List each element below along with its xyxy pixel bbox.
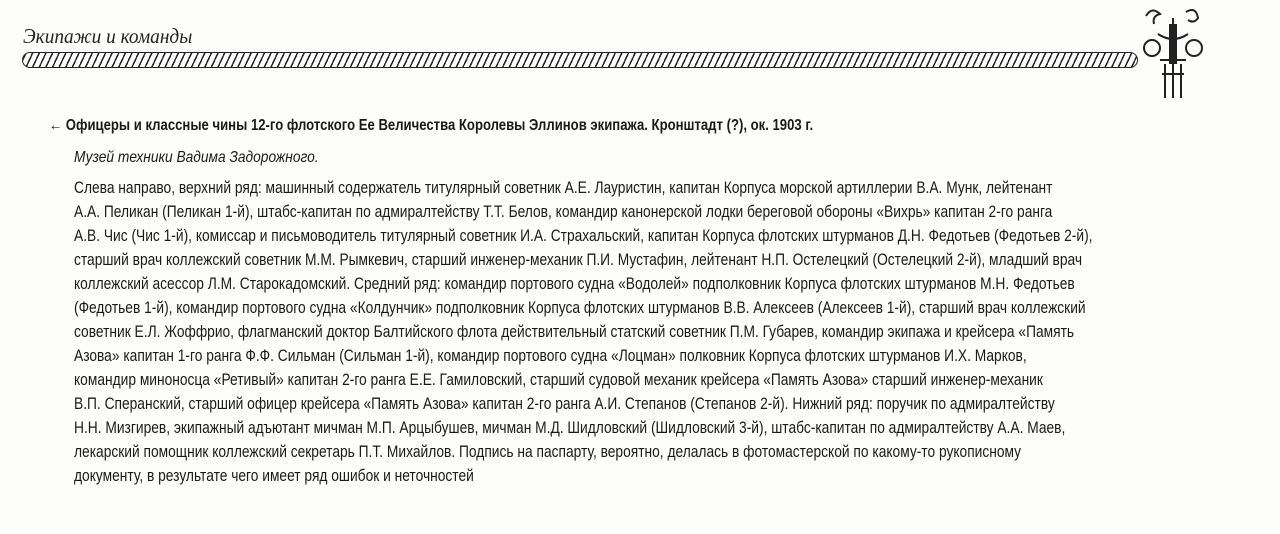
caption-line: Азова» капитан 1-го ранга Ф.Ф. Сильман (Сильман 1-й), командир портового судна «Лоцман» полковник Корпуса флотских штурманов И.Х. Марков,	[74, 347, 1027, 365]
section-title: Экипажи и команды	[23, 24, 193, 48]
caption-line: лекарский помощник коллежский секретарь П.Т. Михайлов. Подпись на паспарту, вероятно, делалась в фотомастерской по какому-то рукописному	[74, 443, 1022, 461]
caption-line: В.П. Сперанский, старший офицер крейсера «Память Азова» капитан 2-го ранга А.И. Степанов (Степанов 2-й). Нижний ряд: поручик по адмиралтейству	[74, 395, 1055, 413]
caption-line: Слева направо, верхний ряд: машинный содержатель титулярный советник А.Е. Лауристин, капитан Корпуса морской артиллерии В.А. Мунк, лейтенант	[74, 179, 1053, 197]
caption-line: старший врач коллежский советник М.М. Рымкевич, старший инженер-механик П.И. Мустафин, лейтенант Н.П. Остелецкий (Остелецкий 2-й), младший врач	[74, 251, 1083, 269]
arrow-left-icon: ←	[49, 117, 63, 134]
caption-line: (Федотьев 1-й), командир портового судна «Колдунчик» подполковник Корпуса флотских штурманов В.В. Алексеев (Алексеев 1-й), старший врач коллежский	[74, 299, 1086, 317]
caption-line: документу, в результате чего имеет ряд ошибок и неточностей	[74, 467, 474, 485]
caption-title	[49, 117, 813, 135]
caption-line: А.В. Чис (Чис 1-й), комиссар и письмоводитель титулярный советник И.А. Страхальский, капитан Корпуса флотских штурманов Д.Н. Федотьев (Федотьев 2-й),	[74, 227, 1093, 245]
caption-line: коллежский асессор Л.М. Старокадомский. Средний ряд: командир портового судна «Водолей» подполковник Корпуса флотских штурманов М.Н. Федотьев	[74, 275, 1075, 293]
monogram-emblem-icon	[1138, 4, 1208, 100]
caption-line: А.А. Пеликан (Пеликан 1-й), штабс-капитан по адмиралтейству Т.Т. Белов, командир канонерской лодки береговой обороны «Вихрь» капитан 2-го ранга	[74, 203, 1053, 221]
caption-title-text: Офицеры и классные чины 12-го флотского Ее Величества Королевы Эллинов экипажа. Кронштадт (?), ок. 1903 г.	[65, 117, 814, 134]
caption-line: советник Е.Л. Жоффрио, флагманский доктор Балтийского флота действительный статский советник П.М. Губарев, командир экипажа и крейсера «Память	[74, 323, 1075, 341]
caption-source: Музей техники Вадима Задорожного.	[74, 149, 319, 166]
caption-line: командир миноносца «Ретивый» капитан 2-го ранга Е.Е. Гамиловский, старший судовой механик крейсера «Память Азова» старший инженер-механик	[74, 371, 1043, 389]
caption-line: Н.Н. Мизгирев, экипажный адъютант мичман М.П. Арцыбушев, мичман М.Д. Шидловский (Шидловский 3-й), штабс-капитан по адмиралтейству А.А. Маев,	[74, 419, 1066, 437]
rope-divider	[22, 52, 1138, 68]
caption-body	[74, 176, 1280, 488]
